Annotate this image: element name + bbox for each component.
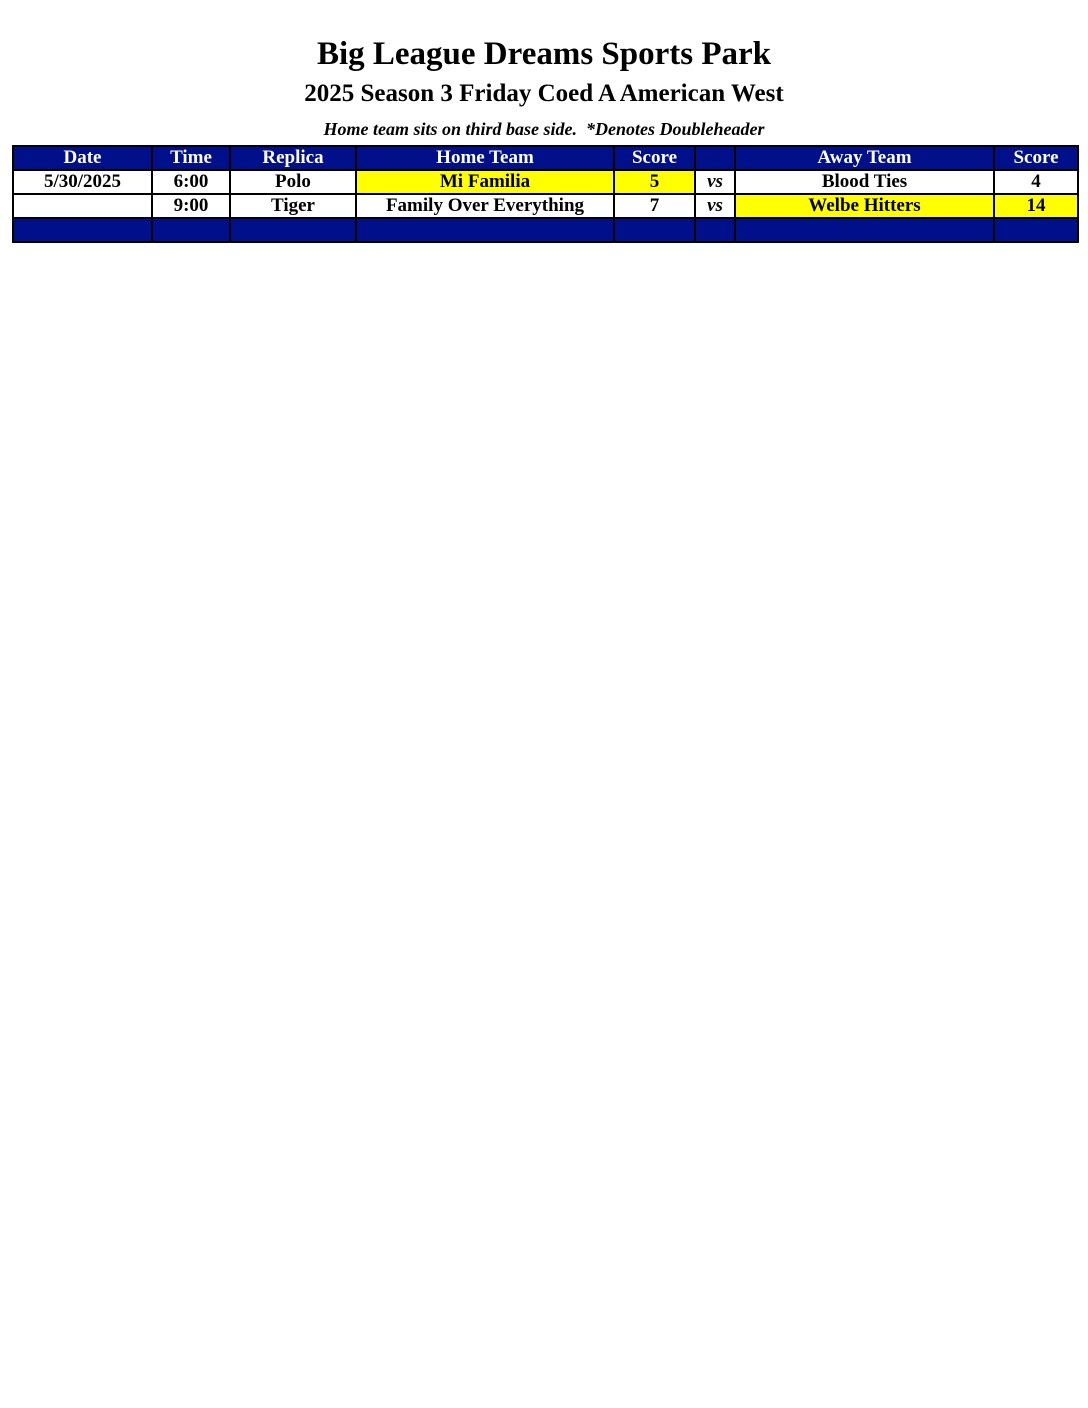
league-subtitle: 2025 Season 3 Friday Coed A American West <box>304 80 784 107</box>
footer-cell <box>735 218 994 242</box>
column-header-replica: Replica <box>230 146 356 170</box>
table-row <box>13 194 1078 218</box>
vs-label: vs <box>695 194 735 218</box>
away-score: 14 <box>994 194 1078 218</box>
schedule-table <box>12 145 1079 243</box>
table-footer-row <box>13 218 1078 242</box>
home-score: 7 <box>614 194 695 218</box>
footer-cell <box>230 218 356 242</box>
footer-cell <box>695 218 735 242</box>
home-team: Family Over Everything <box>356 194 614 218</box>
column-header-away-team: Away Team <box>735 146 994 170</box>
footer-cell <box>614 218 695 242</box>
column-header-home-score: Score <box>614 146 695 170</box>
game-time: 6:00 <box>152 170 230 194</box>
column-header-away-score: Score <box>994 146 1078 170</box>
schedule-note: Home team sits on third base side. *Denotes Doubleheader <box>323 119 765 139</box>
game-date <box>13 194 152 218</box>
home-score: 5 <box>614 170 695 194</box>
column-header-home-team: Home Team <box>356 146 614 170</box>
column-header-vs <box>695 146 735 170</box>
footer-cell <box>356 218 614 242</box>
game-date: 5/30/2025 <box>13 170 152 194</box>
vs-label: vs <box>695 170 735 194</box>
away-score: 4 <box>994 170 1078 194</box>
game-field: Tiger <box>230 194 356 218</box>
table-row <box>13 170 1078 194</box>
away-team: Welbe Hitters <box>735 194 994 218</box>
column-header-time: Time <box>152 146 230 170</box>
footer-cell <box>13 218 152 242</box>
table-header-row <box>13 146 1078 170</box>
away-team: Blood Ties <box>735 170 994 194</box>
page-title: Big League Dreams Sports Park <box>316 36 772 72</box>
home-team: Mi Familia <box>356 170 614 194</box>
column-header-date: Date <box>13 146 152 170</box>
footer-cell <box>152 218 230 242</box>
game-field: Polo <box>230 170 356 194</box>
footer-cell <box>994 218 1078 242</box>
game-time: 9:00 <box>152 194 230 218</box>
